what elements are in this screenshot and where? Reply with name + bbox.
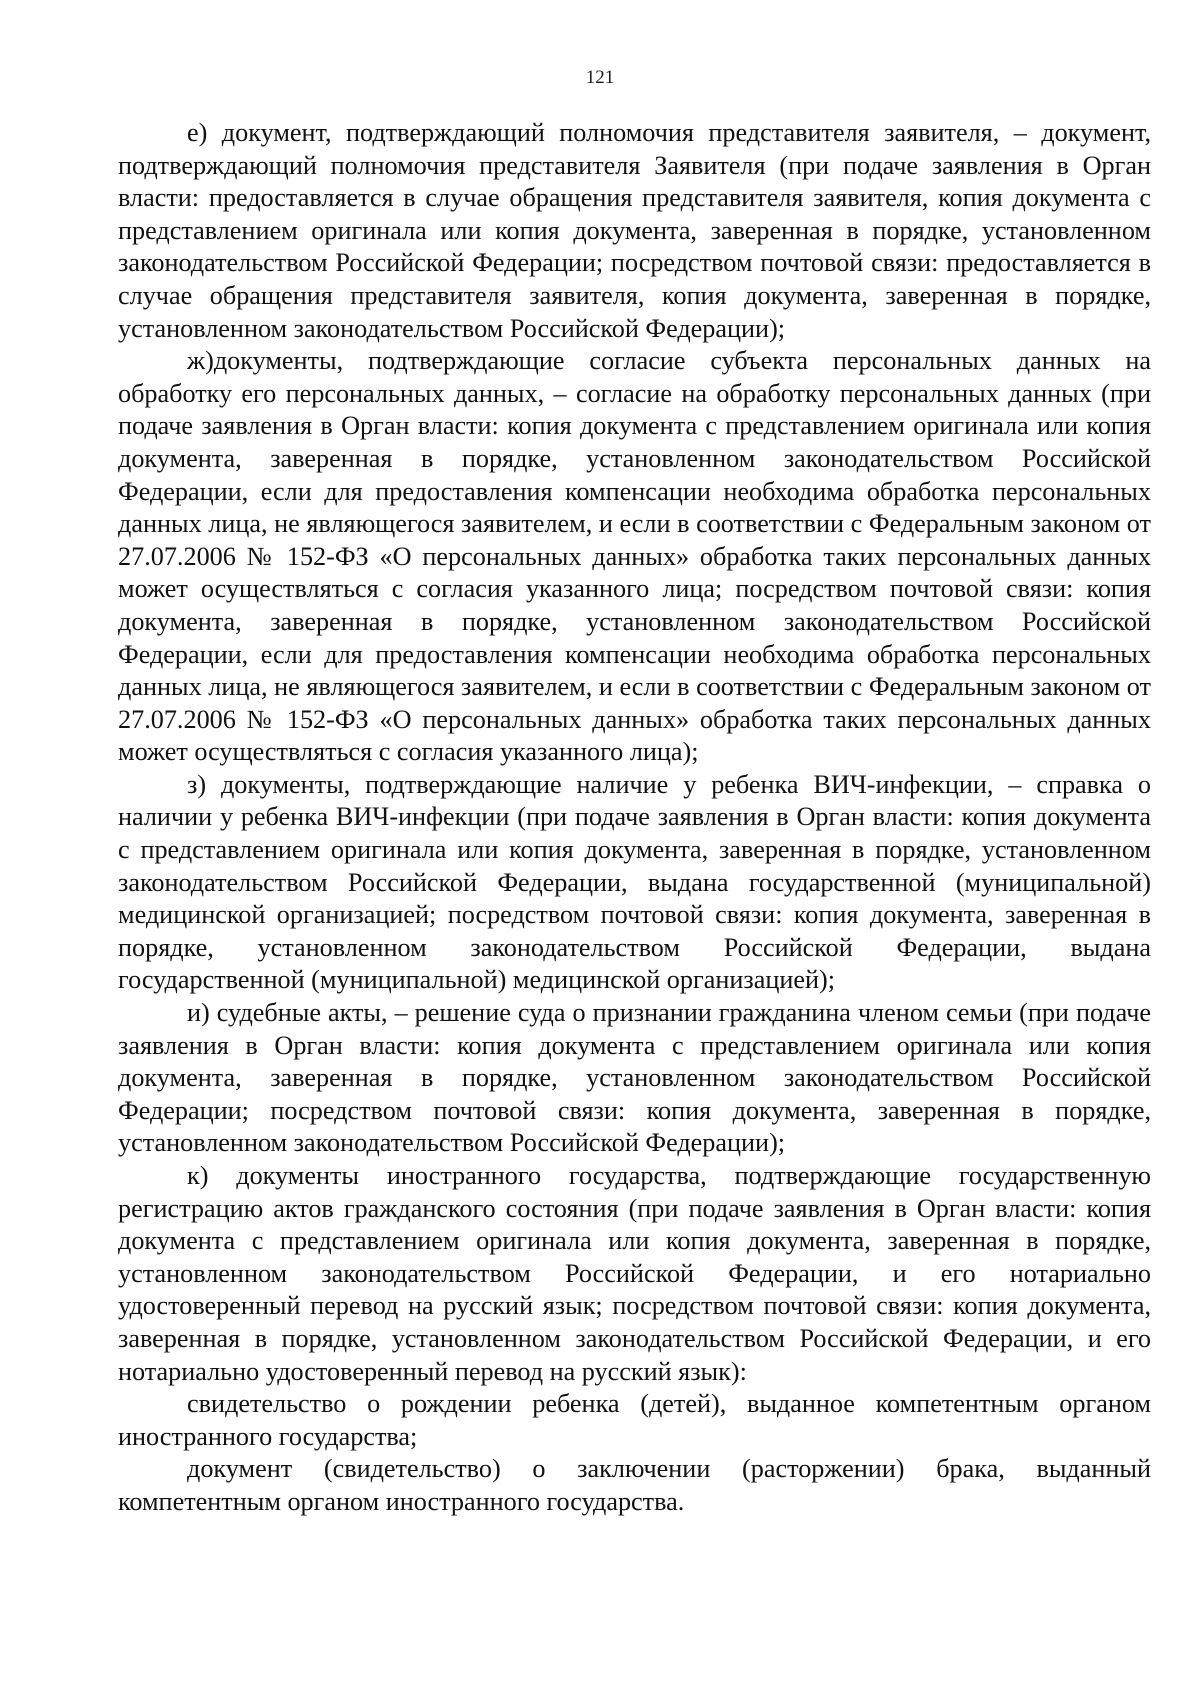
paragraph-k-foreign-documents: к) документы иностранного государства, подтверждающие государственную регистрацию актов гражданского состояния (при подаче заявления в Орган власти: копия документа с представлением оригинала или копия документа, заверенная в порядке, установленном законодательством Российской Федерации, и его нотариально удостоверенный перевод на русский язык; посредством почтовой связи: копия документа, заверенная в порядке, установленном законодательством Российской Федерации, и его нотариально удостоверенный перевод на русский язык): [118,1161,1151,1386]
paragraph-birth-certificate: свидетельство о рождении ребенка (детей), выданное компетентным органом иностранного государства; [118,1389,1151,1451]
paragraph-zh-personal-data-consent: ж)документы, подтверждающие согласие субъекта персональных данных на обработку его персональных данных, – согласие на обработку персональных данных (при подаче заявления в Орган власти: копия документа с представлением оригинала или копия документа, заверенная в порядке, установленном законодательством Российской Федерации, если для предоставления компенсации необходима обработка персональных данных лица, не являющегося заявителем, и если в соответствии с Федеральным законом от 27.07.2006 № 152-ФЗ «О персональных данных» обработка таких персональных данных может осуществляться с согласия указанного лица; посредством почтовой связи: копия документа, заверенная в порядке, установленном законодательством Российской Федерации, если для предоставления компенсации необходима обработка персональных данных лица, не являющегося заявителем, и если в соответствии с Федеральным законом от 27.07.2006 № 152-ФЗ «О персональных данных» обработка таких персональных данных может осуществляться с согласия указанного лица); [118,346,1151,767]
paragraph-i-court-acts: и) судебные акты, – решение суда о признании гражданина членом семьи (при подаче заявления в Орган власти: копия документа с представлением оригинала или копия документа, заверенная в порядке, установленном законодательством Российской Федерации; посредством почтовой связи: копия документа, заверенная в порядке, установленном законодательством Российской Федерации); [118,998,1151,1158]
paragraph-marriage-certificate: документ (свидетельство) о заключении (расторжении) брака, выданный компетентным органом иностранного государства. [118,1454,1151,1516]
paragraph-e-representative-authority: е) документ, подтверждающий полномочия представителя заявителя, – документ, подтверждающий полномочия представителя Заявителя (при подаче заявления в Орган власти: предоставляется в случае обращения представителя заявителя, копия документа с представлением оригинала или копия документа, заверенная в порядке, установленном законодательством Российской Федерации; посредством почтовой связи: предоставляется в случае обращения представителя заявителя, копия документа, заверенная в порядке, установленном законодательством Российской Федерации); [118,118,1151,343]
document-body [118,117,1151,1519]
paragraph-z-hiv-certificate: з) документы, подтверждающие наличие у ребенка ВИЧ-инфекции, – справка о наличии у ребенка ВИЧ-инфекции (при подаче заявления в Орган власти: копия документа с представлением оригинала или копия документа, заверенная в порядке, установленном законодательством Российской Федерации, выдана государственной (муниципальной) медицинской организацией; посредством почтовой связи: копия документа, заверенная в порядке, установленном законодательством Российской Федерации, выдана государственной (муниципальной) медицинской организацией); [118,769,1151,995]
page-number: 121 [585,67,615,88]
